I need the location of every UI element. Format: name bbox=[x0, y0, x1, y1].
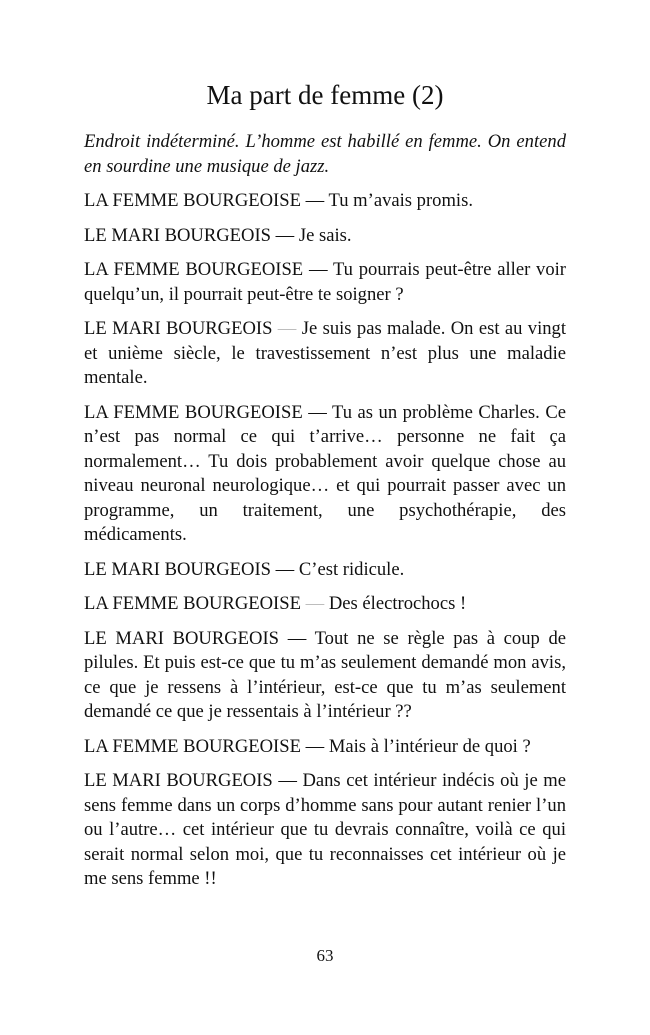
speaker-name: LE MARI BOURGEOIS bbox=[84, 627, 280, 649]
dialogue-text: Je suis pas malade. On est au vingt et unième siècle, le travestissement n’est plus une maladie mentale. bbox=[84, 318, 566, 388]
dialogue-text: Tu as un problème Charles. Ce n’est pas normal ce qui t’arrive… personne ne fait ça normalement… Tu dois probablement avoir quelque chose au niveau neuronal neurologique… et qui pourrait passer avec un programme, un traitement, une psychothérapie, des médicaments. bbox=[84, 401, 566, 545]
dialogue-line bbox=[84, 769, 566, 892]
speaker-name: LA FEMME BOURGEOISE bbox=[84, 735, 301, 757]
dialogue-text: C’est ridicule. bbox=[298, 558, 405, 580]
stage-direction: Endroit indéterminé. L’homme est habillé en femme. On entend en sourdine une musique de jazz. bbox=[84, 131, 566, 177]
dialogue-dash: — bbox=[277, 318, 297, 339]
speaker-name: LE MARI BOURGEOIS bbox=[84, 558, 271, 580]
dialogue-line bbox=[84, 735, 566, 760]
dialogue-dash: — bbox=[287, 627, 307, 649]
dialogue-line bbox=[84, 592, 566, 617]
dialogue-text: Tu m’avais promis. bbox=[328, 190, 473, 211]
page-title: Ma part de femme (2) bbox=[206, 80, 444, 110]
dialogue-line bbox=[84, 401, 566, 548]
dialogue-text: Dans cet intérieur indécis où je me sens femme dans un corps d’homme sans pour autant renier l’un ou l’autre… cet intérieur que tu devrais connaître, voilà ce qui serait normal selon moi, que tu reconnaisses cet intérieur où je me sens femme !! bbox=[84, 770, 566, 889]
dialogue-dash: — bbox=[275, 558, 295, 580]
dialogue-dash: — bbox=[305, 735, 325, 757]
dialogue-dash: — bbox=[305, 190, 325, 211]
dialogue-text: Tu pourrais peut-être aller voir quelqu’un, il pourrait peut-être te soigner ? bbox=[84, 259, 566, 305]
dialogue-line bbox=[84, 258, 566, 307]
dialogue-line bbox=[84, 224, 566, 249]
dialogue-text: Je sais. bbox=[298, 224, 352, 246]
dialogue-text: Des électrochocs ! bbox=[328, 593, 467, 614]
dialogue-text: Mais à l’intérieur de quoi ? bbox=[328, 735, 531, 757]
speaker-name: LE MARI BOURGEOIS bbox=[84, 318, 273, 339]
dialogue-dash: — bbox=[308, 259, 328, 280]
dialogue-dash: — bbox=[278, 770, 297, 791]
speaker-name: LA FEMME BOURGEOISE bbox=[84, 401, 303, 423]
dialogue-dash: — bbox=[275, 224, 295, 246]
dialogue-text: Tout ne se règle pas à coup de pilules. Et puis est-ce que tu m’as seulement demandé mon avis, ce que je ressens à l’intérieur, est-ce que tu m’as seulement demandé ce que je ressentais à l’intérieur ?? bbox=[84, 627, 566, 722]
play-text bbox=[84, 130, 566, 902]
speaker-name: LE MARI BOURGEOIS bbox=[84, 770, 273, 791]
page-number: 63 bbox=[316, 946, 334, 965]
dialogue-dash: — bbox=[305, 593, 325, 614]
speaker-name: LE MARI BOURGEOIS bbox=[84, 224, 271, 246]
dialogue-line bbox=[84, 317, 566, 391]
dialogue-line bbox=[84, 189, 566, 214]
speaker-name: LA FEMME BOURGEOISE bbox=[84, 259, 304, 280]
speaker-name: LA FEMME BOURGEOISE bbox=[84, 190, 301, 211]
dialogue-line bbox=[84, 558, 566, 583]
dialogue-line bbox=[84, 627, 566, 725]
speaker-name: LA FEMME BOURGEOISE bbox=[84, 593, 301, 614]
dialogue-dash: — bbox=[308, 401, 327, 423]
